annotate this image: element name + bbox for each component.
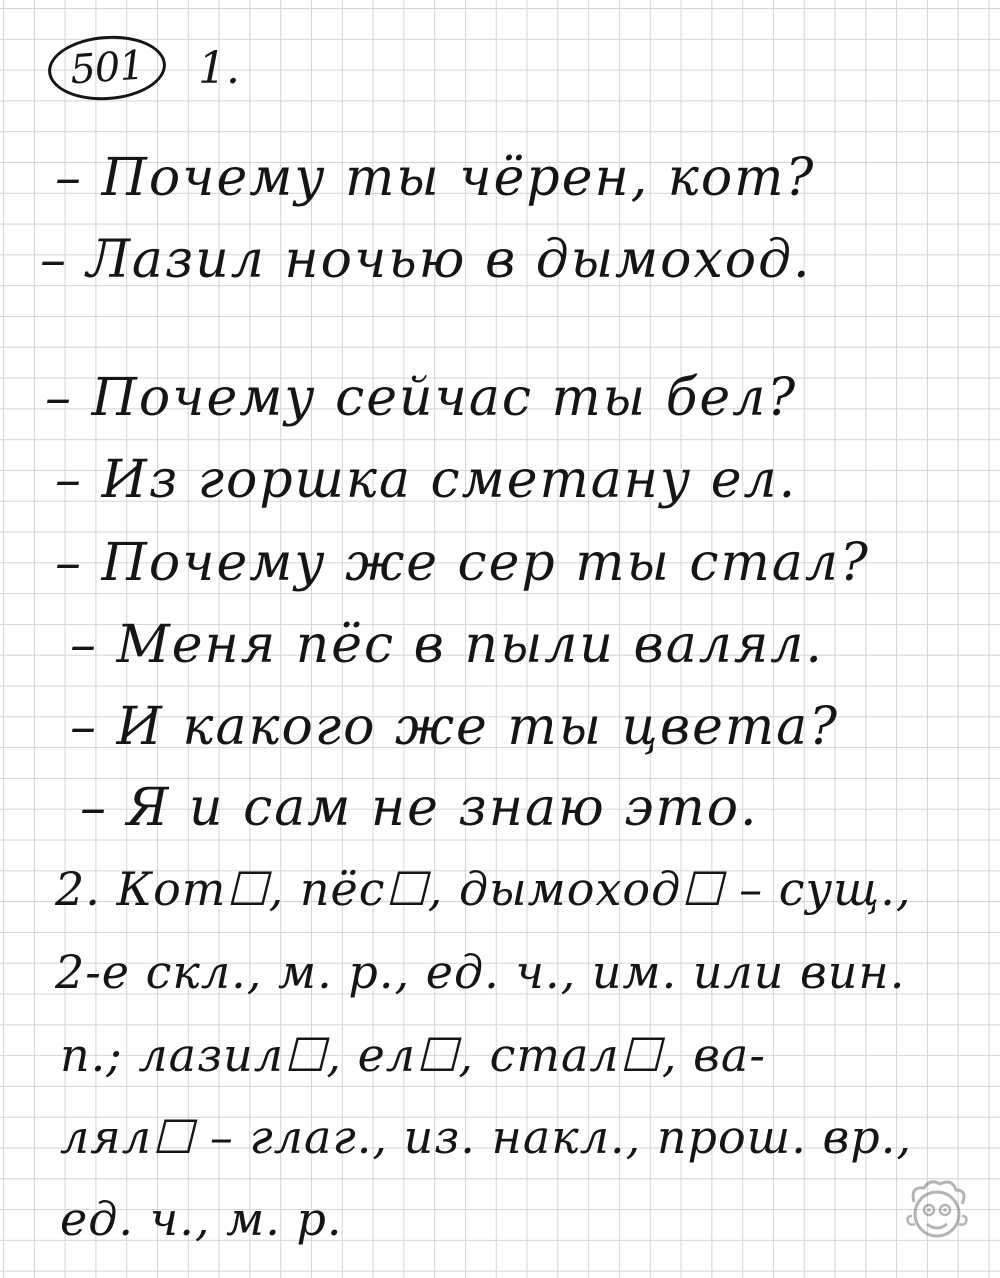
dialogue-line: – Я и сам не знаю это. (80, 778, 759, 838)
analysis-line: 2-е скл., м. р., ед. ч., им. или вин. (55, 945, 906, 999)
analysis-line: 2. Кот☐, пёс☐, дымоход☐ – сущ., (55, 862, 912, 916)
part-1-label: 1. (198, 42, 240, 94)
cartoon-face-logo-icon (902, 1176, 972, 1246)
dialogue-line: – Лазил ночью в дымоход. (40, 230, 812, 290)
task-number-circled: 501 (46, 32, 168, 104)
dialogue-line: – Почему сейчас ты бел? (45, 368, 798, 428)
dialogue-line: – Из горшка сметану ел. (55, 450, 798, 510)
dialogue-line: – Почему ты чёрен, кот? (55, 148, 816, 208)
task-header (48, 28, 240, 108)
analysis-line: п.; лазил☐, ел☐, стал☐, ва- (60, 1028, 766, 1082)
analysis-line: ед. ч., м. р. (60, 1192, 343, 1246)
dialogue-line: – Меня пёс в пыли валял. (70, 615, 824, 675)
analysis-line: лял☐ – глаг., из. накл., прош. вр., (60, 1110, 912, 1164)
dialogue-line: – И какого же ты цвета? (70, 697, 840, 757)
dialogue-line: – Почему же сер ты стал? (55, 533, 870, 593)
